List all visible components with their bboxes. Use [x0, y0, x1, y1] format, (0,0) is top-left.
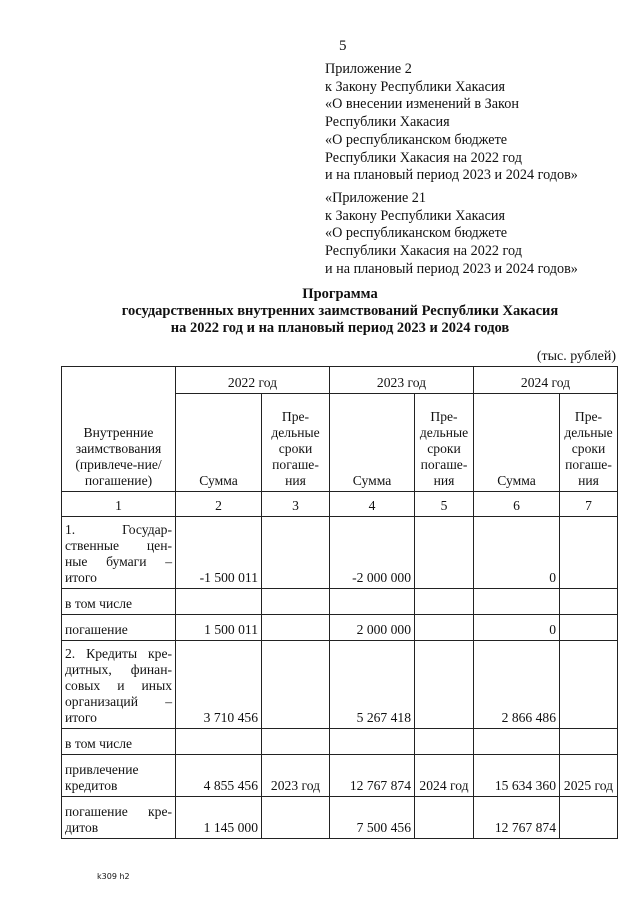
term-2024 [560, 797, 618, 839]
sum-2024: 15 634 360 [474, 755, 560, 797]
sum-2024 [474, 729, 560, 755]
title-line-1: Программа [302, 286, 378, 302]
sum-2024: 0 [474, 517, 560, 589]
term-2022 [262, 615, 330, 641]
sum-2022: 4 855 456 [176, 755, 262, 797]
column-number: 2 [176, 492, 262, 517]
header-sum-2022: Сумма [176, 394, 262, 492]
column-numbers-row [62, 492, 618, 517]
label-line: ственные цен- [65, 538, 172, 553]
column-number: 5 [415, 492, 474, 517]
term-2022 [262, 729, 330, 755]
table-row [62, 729, 618, 755]
sum-2023: 12 767 874 [330, 755, 415, 797]
sum-2022: 1 500 011 [176, 615, 262, 641]
appendix-line: к Закону Республики Хакасия [325, 207, 505, 224]
title-line-3: на 2022 год и на плановый период 2023 и 2024 годов [170, 320, 510, 336]
appendix-2-heading [325, 61, 578, 185]
term-2023 [415, 641, 474, 729]
header-sum-2023: Сумма [330, 394, 415, 492]
row-label [62, 755, 176, 797]
term-2023 [415, 589, 474, 615]
term-2023: 2024 год [415, 755, 474, 797]
sum-2024: 12 767 874 [474, 797, 560, 839]
appendix-21-heading [325, 190, 578, 279]
header-year-2023: 2023 год [330, 367, 474, 394]
appendix-line: Республики Хакасия на 2022 год [325, 243, 522, 260]
sum-2022: 1 145 000 [176, 797, 262, 839]
label-line: погашение [65, 622, 128, 637]
column-number: 7 [560, 492, 618, 517]
label-line: дитов [65, 820, 99, 835]
appendix-line: и на плановый период 2023 и 2024 годов» [325, 167, 578, 184]
label-line: в том числе [65, 596, 133, 611]
footer-code: k309 h2 [97, 872, 130, 881]
label-line: 2. Кредиты кре- [65, 646, 172, 661]
column-number: 6 [474, 492, 560, 517]
sum-2024: 2 866 486 [474, 641, 560, 729]
row-label [62, 729, 176, 755]
header-sum-2024: Сумма [474, 394, 560, 492]
sum-2022: -1 500 011 [176, 517, 262, 589]
term-2022 [262, 641, 330, 729]
appendix-line: «О внесении изменений в Закон [325, 96, 519, 113]
label-line: привлечение [65, 762, 139, 777]
header-borrowings: Внутренние заимствования (привлече-ние/погашение) [62, 367, 176, 492]
sum-2023: 7 500 456 [330, 797, 415, 839]
document-title [60, 286, 620, 337]
label-line: ные бумаги – [65, 554, 172, 569]
sum-2023 [330, 589, 415, 615]
sum-2023 [330, 729, 415, 755]
column-number: 1 [62, 492, 176, 517]
row-label [62, 615, 176, 641]
row-label [62, 517, 176, 589]
units-note: (тыс. рублей) [536, 349, 616, 364]
appendix-line: «О республиканском бюджете [325, 131, 508, 148]
term-2024 [560, 729, 618, 755]
page-number: 5 [339, 38, 347, 54]
table-row [62, 589, 618, 615]
row-label [62, 589, 176, 615]
table-row [62, 641, 618, 729]
sum-2022 [176, 729, 262, 755]
header-year-2022: 2022 год [176, 367, 330, 394]
term-2022 [262, 589, 330, 615]
appendix-line: Приложение 2 [325, 61, 412, 77]
term-2023 [415, 517, 474, 589]
row-label [62, 797, 176, 839]
borrowing-program-table [61, 366, 618, 839]
column-number: 3 [262, 492, 330, 517]
table-row [62, 517, 618, 589]
term-2023 [415, 729, 474, 755]
term-2022 [262, 797, 330, 839]
term-2022: 2023 год [262, 755, 330, 797]
appendix-line: Республики Хакасия [325, 114, 450, 131]
label-line: итого [65, 710, 97, 725]
sum-2024: 0 [474, 615, 560, 641]
term-2023 [415, 615, 474, 641]
table-row [62, 615, 618, 641]
term-2024 [560, 589, 618, 615]
label-line: дитных, финан- [65, 662, 172, 677]
term-2023 [415, 797, 474, 839]
label-line: в том числе [65, 736, 133, 751]
appendix-line: Республики Хакасия на 2022 год [325, 149, 522, 166]
term-2024 [560, 615, 618, 641]
appendix-line: и на плановый период 2023 и 2024 годов» [325, 260, 578, 277]
term-2024 [560, 641, 618, 729]
label-line: 1. Государ- [65, 522, 172, 537]
header-year-2024: 2024 год [474, 367, 618, 394]
table-row [62, 755, 618, 797]
term-2022 [262, 517, 330, 589]
sum-2023: 2 000 000 [330, 615, 415, 641]
term-2024 [560, 517, 618, 589]
sum-2023: -2 000 000 [330, 517, 415, 589]
header-row-years [62, 367, 618, 394]
appendix-line: «О республиканском бюджете [325, 225, 508, 242]
row-label [62, 641, 176, 729]
sum-2023: 5 267 418 [330, 641, 415, 729]
sum-2024 [474, 589, 560, 615]
appendix-line: «Приложение 21 [325, 190, 426, 206]
header-terms-2024: Пре-дельные сроки погаше-ния [560, 394, 618, 492]
table-row [62, 797, 618, 839]
column-number: 4 [330, 492, 415, 517]
label-line: погашение кре- [65, 804, 172, 819]
header-terms-2023: Пре-дельные сроки погаше-ния [415, 394, 474, 492]
sum-2022: 3 710 456 [176, 641, 262, 729]
sum-2022 [176, 589, 262, 615]
label-line: совых и иных [65, 678, 172, 693]
term-2024: 2025 год [560, 755, 618, 797]
appendix-line: к Закону Республики Хакасия [325, 78, 505, 95]
label-line: организаций – [65, 694, 172, 709]
label-line: кредитов [65, 778, 118, 793]
title-line-2: государственных внутренних заимствований Республики Хакасия [121, 303, 559, 319]
header-terms-2022: Пре-дельные сроки погаше-ния [262, 394, 330, 492]
label-line: итого [65, 570, 97, 585]
